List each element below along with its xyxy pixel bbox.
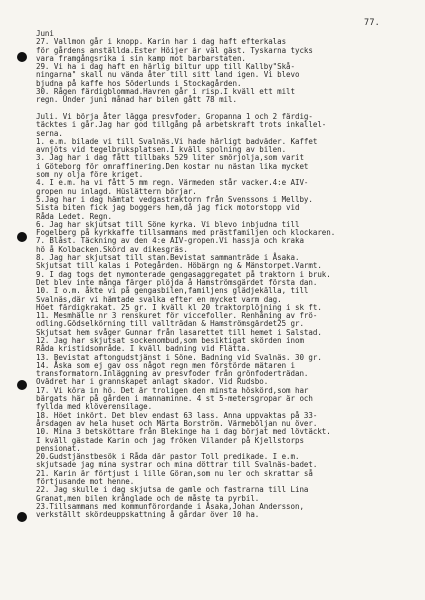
text-line: 14. Åska som ej gav oss något regn men förstörde mätaren i [36, 360, 295, 370]
text-line: 12. Jag har skjutsat sockenombud,som besiktigat skörden inom [36, 335, 304, 345]
text-line: odling.Gödselkörning till vallträdan & Hamströmsgärdet25 gr. [36, 319, 304, 329]
text-line: 29. Vi ha i dag haft en härlig biltur upp till Kallby"Skå- [36, 62, 295, 72]
text-line: 10. I o.m. åkte vi på gengasbilen,familjens glädjekälla, till [36, 286, 309, 296]
text-line: i Göteborg för omraffinering.Den kostar nu nästan lika mycket [36, 161, 309, 171]
text-line: verkställt skördeuppskattning å gårdar över 10 ha. [36, 510, 260, 520]
punch-hole-icon [17, 512, 27, 522]
text-line: 23.Tillsammans med kommunförordande i Åsaka,Johan Andersson, [36, 501, 304, 511]
text-line: 7. Blåst. Täckning av den 4:e AIV-gropen.Vi hassja och kraka [36, 236, 304, 246]
text-line: hö å Kolbacken.Skörd av dikesgräs. [36, 244, 188, 254]
text-line: Skjutsat hem svåger Gunnar från lasarettet till hemet i Salstad. [36, 327, 322, 337]
text-line: bärgats här på gården i mannaminne. 4 st 5-metersgropar är och [36, 394, 313, 404]
text-line: Fogelberg på kyrkkaffe tillsammans med prästfamiljen och klockaren. [36, 228, 336, 238]
text-line: 27. Vallmon går i knopp. Karin har i dag haft efterkalas [36, 37, 287, 47]
text-line: 3. Jag har i dag fått tillbaks 529 liter smörjolja,som varit [36, 153, 304, 163]
text-line: Juni [36, 29, 54, 38]
page-number: 77. [364, 18, 380, 28]
text-line: 22. Jag skulle i dag skjutsa de gamle och fastrarna till Lina [36, 485, 309, 495]
text-line: vara framgångsrika i sin kamp mot barbarstaten. [36, 53, 246, 63]
text-line: pensionat. [36, 443, 81, 453]
text-line: 10. Mina 3 betsköttare från Blekinge ha i dag börjat med lövtäckt. [36, 427, 331, 437]
text-line: Höet färdigkrakat. 25 gr. I kväll kl 20 traktorplöjning i sk ft. [36, 302, 322, 312]
text-line: fyllda med klöverensilage. [36, 402, 153, 412]
text-line: 6. Jag har skjutsat till Söne kyrka. Vi blevo inbjudna till [36, 219, 300, 229]
text-line: avnjöts vid tegelbruksplatsen.I kväll spolning av bilen. [36, 145, 287, 155]
text-line: Råda Ledet. Regn. [36, 211, 112, 221]
text-line: årsdagen av hela huset och Märta Borström. Värmeböljan nu över. [36, 418, 318, 428]
text-line: regn. Under juni månad har bilen gått 78 mil. [36, 95, 237, 105]
text-line: Granat,men bilen krånglade och de måste ta pyrbil. [36, 493, 260, 503]
text-line: Sista biten fick jag boggers hem,då jag fick motorstopp vid [36, 203, 300, 213]
text-line: Det blev inte många färger plöjda å Hamströmsgärdet första dan. [36, 277, 318, 287]
text-line: 8. Jag har skjutsat till stan.Bevistat sammanträde i Åsaka. [36, 253, 300, 263]
text-line: I kväll gästade Karin och jag fröken Vilander på Kjellstorps [36, 435, 304, 445]
punch-hole-icon [17, 52, 27, 62]
text-line: Skjutsat till kalas i Potegården. Höbärgn ng & Mänstorpet.Varmt. [36, 261, 322, 271]
text-line: skjutsade jag mina systrar och mina döttrar till Svalnäs-badet. [36, 460, 318, 470]
punch-hole-icon [17, 232, 27, 242]
text-line: som ny olja före kriget. [36, 170, 144, 180]
text-line: Juli. Vi börja åter lägga presvfoder. Gropanna 1 och 2 färdig- [36, 111, 313, 121]
text-line: 21. Karin är förtjust i lille Göran,som nu ler och skrattar så [36, 468, 313, 478]
text-line: 9. I dag togs det nymonterade gengasaggregatet på traktorn i bruk. [36, 269, 331, 279]
text-line: för gårdens anställda.Ester Höijer är väl gäst. Tyskarna tycks [36, 45, 313, 55]
text-line: 11. Mesmhälle nr 3 renskuret för viccefoller. Renhåning av frö- [36, 311, 318, 321]
text-line: serna. [36, 128, 63, 138]
text-line: 13. Bevistat aftongudstjänst i Söne. Badning vid Svalnäs. 30 gr. [36, 352, 322, 362]
text-line: 30. Rågen färdigblommad.Havren går i risp.I kväll ett milt [36, 87, 295, 97]
text-line: gropen nu inlagd. Hüslättern börjar. [36, 186, 197, 196]
text-line: täcktes i går.Jag har god tillgång på arbetskraft trots inkallel- [36, 120, 327, 130]
text-line: förtjusande mot henne. [36, 477, 135, 487]
diary-text [36, 30, 396, 520]
text-line: 1. e.m. bilade vi till Svalnäs.Vi hade härligt badväder. Kaffet [36, 136, 318, 146]
text-line: ningarna" skall nu vända åter till sitt land igen. Vi blevo [36, 70, 300, 80]
text-line: 20.Gudstjänstbesök i Råda där pastor Toll predikade. I e.m. [36, 452, 300, 462]
text-line: transformatorn.Inläggning av presvfoder från grönfoderträdan. [36, 369, 309, 379]
text-line: Svalnäs,där vi hämtade svalka efter en mycket varm dag. [36, 294, 282, 304]
text-line: bjudna på kaffe hos Söderlunds i Stockagården. [36, 78, 242, 88]
text-line: Råda kristidsområde. I kväll badning vid Flätta. [36, 344, 251, 354]
punch-hole-icon [17, 380, 27, 390]
text-line: 18. Höet inkört. Det blev endast 63 lass. Anna uppvaktas på 33- [36, 410, 318, 420]
text-line: 4. I e.m. ha vi fått 5 mm regn. Värmeden står vacker.4:e AIV- [36, 178, 309, 188]
text-line: 5.Jag har i dag hämtat vedgastraktorn från Svenssons i Mellby. [36, 194, 313, 204]
text-line: 17. Vi köra in hö. Det är troligen den minsta höskörd,som har [36, 385, 309, 395]
text-line: Ovädret har i grannskapet anlagt skador. Vid Rudsbo. [36, 377, 269, 387]
